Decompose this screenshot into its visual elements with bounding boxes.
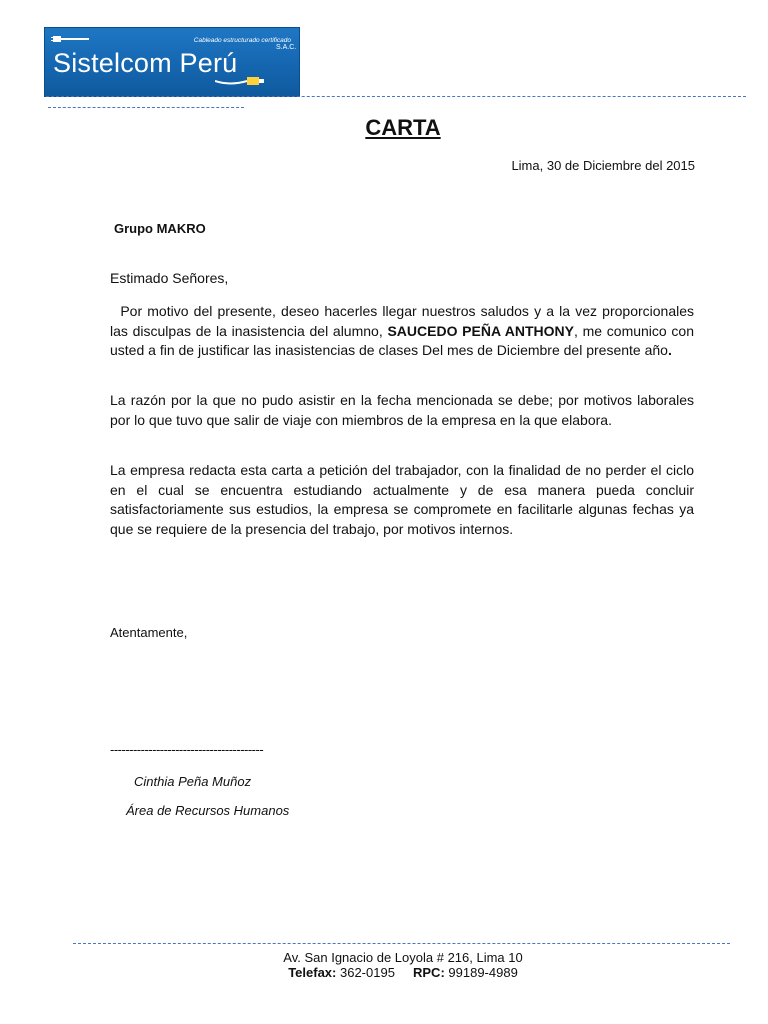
letter-salutation: Estimado Señores, bbox=[110, 270, 229, 286]
paragraph-1-text: Por motivo del presente, deseo hacerles llegar nuestros saludos y a la vez proporcionales las disculpas de la inasistencia del alumno, bbox=[110, 303, 695, 339]
letter-date: Lima, 30 de Diciembre del 2015 bbox=[511, 158, 695, 173]
body-paragraph-2: La razón por la que no pudo asistir en la fecha mencionada se debe; por motivos laborales por lo que tuvo que salir de viaje con miembros de la empresa en la que elabora. bbox=[110, 392, 694, 428]
signer-name: Cinthia Peña Muñoz bbox=[134, 774, 252, 789]
paragraph-1-period: . bbox=[667, 342, 672, 358]
footer-contact bbox=[0, 965, 768, 980]
header-divider bbox=[46, 96, 746, 97]
student-name: SAUCEDO PEÑA ANTHONY bbox=[387, 322, 574, 339]
phone-label: Telefax: bbox=[288, 965, 337, 980]
network-cable-icon bbox=[215, 74, 265, 88]
logo-tagline: Cableado estructurado certificado bbox=[193, 37, 291, 44]
paragraph-1-text-cont: , me comunico con usted a fin de justificar las inasistencias de clases Del mes de Diciembre del presente año bbox=[110, 322, 695, 358]
footer-divider bbox=[73, 943, 730, 944]
letter-title: CARTA bbox=[365, 115, 441, 140]
signature-line: ---------------------------------------- bbox=[110, 742, 264, 757]
signer-department: Área de Recursos Humanos bbox=[126, 803, 290, 818]
logo-suffix: S.A.C. bbox=[276, 44, 297, 51]
network-plug-icon bbox=[51, 32, 91, 46]
header-divider-short bbox=[48, 107, 244, 108]
body-paragraph-3: La empresa redacta esta carta a petición del trabajador, con la finalidad de no perder el ciclo en el cual se encuentra estudiando actualmente y de esa manera pueda concluir satisfactoriamente sus estudios, la empresa se compromete en facilitarle algunas fechas ya que se requiere de la presencia del trabajo, por motivos internos. bbox=[110, 462, 694, 537]
footer-address: Av. San Ignacio de Loyola # 216, Lima 10 bbox=[283, 950, 523, 965]
letter-recipient: Grupo MAKRO bbox=[114, 221, 206, 236]
letter-closing: Atentamente, bbox=[110, 625, 188, 640]
rpc-label: RPC: bbox=[413, 965, 445, 980]
phone-number: 362-0195 bbox=[339, 965, 395, 980]
rpc-number: 99189-4989 bbox=[448, 965, 518, 980]
logo-name: Sistelcom Perú bbox=[53, 48, 238, 78]
company-logo bbox=[44, 27, 300, 97]
body-paragraph-1 bbox=[110, 302, 694, 361]
